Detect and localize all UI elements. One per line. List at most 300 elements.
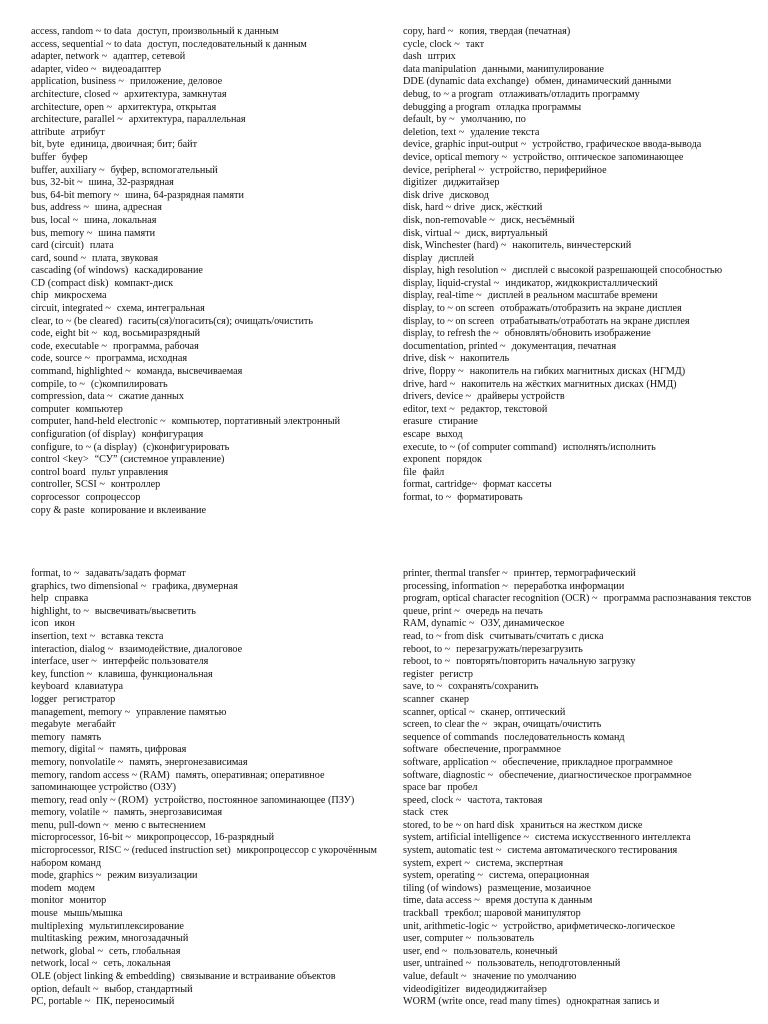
entry-term: code, eight bit ~ <box>31 328 98 340</box>
entry-term: format, to ~ <box>31 568 80 579</box>
entry-translation: плата <box>89 240 114 252</box>
entry-translation: сеть, локальная <box>103 958 171 970</box>
entry-term: menu, pull-down ~ <box>31 819 109 831</box>
entry-term: debug, to ~ a program <box>403 88 494 100</box>
entry-term: system, operating ~ <box>403 870 483 882</box>
entry-term: access, sequential ~ to data <box>31 38 142 50</box>
entry-term: memory, volatile ~ <box>31 807 108 819</box>
glossary-entry <box>31 870 381 883</box>
glossary-entry <box>403 719 763 732</box>
glossary-entry <box>403 190 763 203</box>
glossary-entry <box>31 353 381 366</box>
entry-translation: регистр <box>439 668 474 680</box>
entry-translation: накопитель на гибких магнитных дисках (НГМД) <box>469 366 686 378</box>
glossary-entry <box>31 933 381 946</box>
glossary-entry <box>403 76 763 89</box>
entry-term: disk, Winchester (hard) ~ <box>403 240 507 252</box>
entry-term: PC, portable ~ <box>31 996 90 1008</box>
entry-translation: дисковод <box>449 189 489 201</box>
entry-translation: дисплей в реальном масштабе времени <box>487 290 658 302</box>
entry-translation: диск, жёсткий <box>480 202 543 214</box>
entry-translation: шина, адресная <box>94 202 162 214</box>
glossary-entry <box>403 253 763 266</box>
entry-term: insertion, text ~ <box>31 630 96 642</box>
entry-term: keyboard <box>31 681 69 693</box>
entry-term: documentation, printed ~ <box>403 340 506 352</box>
glossary-entry <box>31 190 381 203</box>
entry-translation: время доступа к данным <box>485 895 593 907</box>
entry-translation: ПК, переносимый <box>96 996 175 1008</box>
entry-term: processing, information ~ <box>403 580 508 592</box>
entry-translation: последовательность команд <box>504 731 625 743</box>
entry-term: user, computer ~ <box>403 933 472 945</box>
glossary-entry <box>403 568 763 581</box>
glossary-column-bottom-left <box>31 568 381 1009</box>
entry-term: highlight, to ~ <box>31 605 89 617</box>
entry-translation: обеспечение, диагностическое программное <box>499 769 692 781</box>
entry-translation: очередь на печать <box>465 605 543 617</box>
entry-term: control <key> <box>31 454 89 466</box>
glossary-entry <box>403 278 763 291</box>
glossary-entry <box>403 820 763 833</box>
glossary-entry <box>31 908 381 921</box>
entry-translation: режим, многозадачный <box>87 933 189 945</box>
entry-term: disk, virtual ~ <box>403 227 460 239</box>
entry-translation: диджитайзер <box>442 177 500 189</box>
entry-term: drive, floppy ~ <box>403 366 464 378</box>
entry-term: exponent <box>403 454 441 466</box>
glossary-entry <box>403 177 763 190</box>
glossary-entry <box>31 127 381 140</box>
entry-translation: сканер, оптический <box>480 706 566 718</box>
entry-term: register <box>403 668 434 680</box>
glossary-entry <box>403 202 763 215</box>
entry-term: drive, hard ~ <box>403 378 456 390</box>
glossary-entry <box>403 114 763 127</box>
entry-term: architecture, parallel ~ <box>31 114 123 126</box>
entry-translation: умолчанию, по <box>460 114 526 126</box>
glossary-entry <box>31 429 381 442</box>
glossary-entry <box>403 442 763 455</box>
entry-translation: исполнять/исполнить <box>562 441 656 453</box>
glossary-entry <box>31 883 381 896</box>
glossary-entry <box>403 341 763 354</box>
entry-term: interface, user ~ <box>31 656 97 668</box>
entry-term: format, cartridge~ <box>403 479 477 491</box>
glossary-entry <box>403 795 763 808</box>
glossary-entry <box>403 379 763 392</box>
glossary-entry <box>31 240 381 253</box>
entry-translation: устройство, арифметическо-логическое <box>503 920 676 932</box>
entry-translation: икон <box>54 618 75 630</box>
entry-term: speed, clock ~ <box>403 794 462 806</box>
glossary-entry <box>403 416 763 429</box>
entry-term: display, liquid-crystal ~ <box>403 277 500 289</box>
entry-translation: программа, рабочая <box>112 340 199 352</box>
entry-translation: архитектура, открытая <box>118 101 217 113</box>
entry-term: device, peripheral ~ <box>403 164 485 176</box>
entry-translation: однократная запись и <box>566 996 660 1008</box>
entry-term: command, highlighted ~ <box>31 366 131 378</box>
entry-term: unit, arithmetic-logic ~ <box>403 920 498 932</box>
glossary-entry <box>31 895 381 908</box>
entry-term: time, data access ~ <box>403 895 480 907</box>
entry-term: control board <box>31 466 86 478</box>
entry-term: buffer, auxiliary ~ <box>31 164 105 176</box>
entry-translation: гасить(ся)/погасить(ся); очищать/очистить <box>128 315 314 327</box>
entry-term: display, real-time ~ <box>403 290 482 302</box>
entry-translation: контроллер <box>110 479 161 491</box>
glossary-entry <box>31 795 381 808</box>
entry-term: configuration (of display) <box>31 429 136 440</box>
entry-term: dash <box>403 51 422 63</box>
entry-translation: пользователь, неподготовленный <box>477 958 621 970</box>
entry-term: escape <box>403 429 431 440</box>
entry-translation: компьютер <box>75 403 123 415</box>
entry-term: DDE (dynamic data exchange) <box>403 76 529 88</box>
glossary-entry <box>403 290 763 303</box>
entry-translation: дисплей <box>438 252 475 264</box>
entry-translation: обновлять/обновить изображение <box>504 328 651 340</box>
entry-translation: порядок <box>446 454 482 466</box>
glossary-entry <box>31 631 381 644</box>
entry-term: architecture, closed ~ <box>31 88 119 100</box>
entry-translation: мышь/мышка <box>63 908 123 920</box>
entry-term: CD (compact disk) <box>31 277 109 289</box>
entry-term: interaction, dialog ~ <box>31 643 114 655</box>
glossary-entry <box>31 757 381 770</box>
entry-translation: интерфейс пользователя <box>102 656 209 668</box>
entry-term: queue, print ~ <box>403 605 460 617</box>
entry-term: device, optical memory ~ <box>403 151 507 163</box>
entry-term: access, random ~ to data <box>31 26 132 37</box>
glossary-entry <box>403 606 763 619</box>
entry-translation: доступ, последовательный к данным <box>147 38 307 50</box>
entry-translation: программа, исходная <box>95 353 188 365</box>
entry-term: memory, nonvolatile ~ <box>31 756 124 768</box>
glossary-entry <box>403 984 763 997</box>
entry-translation: частота, тактовая <box>467 794 543 806</box>
entry-translation: буфер <box>61 151 88 163</box>
entry-term: disk, hard ~ drive <box>403 202 475 214</box>
glossary-entry <box>31 820 381 833</box>
glossary-entry <box>31 996 381 1009</box>
entry-term: memory, random access ~ (RAM) <box>31 769 170 781</box>
entry-translation: редактор, текстовой <box>460 403 548 415</box>
glossary-entry <box>403 631 763 644</box>
entry-term: drivers, device ~ <box>403 391 472 403</box>
entry-translation: система, операционная <box>488 870 590 882</box>
entry-translation: каскадирование <box>134 265 203 277</box>
entry-term: copy & paste <box>31 504 85 516</box>
entry-term: bus, memory ~ <box>31 227 93 239</box>
entry-term: erasure <box>403 416 433 428</box>
entry-translation: меню с вытеснением <box>114 819 206 831</box>
entry-translation: приложение, деловое <box>129 76 223 88</box>
glossary-entry <box>31 479 381 492</box>
glossary-entry <box>403 694 763 707</box>
glossary-entry <box>31 681 381 694</box>
entry-term: option, default ~ <box>31 983 99 995</box>
entry-term: memory, read only ~ (ROM) <box>31 794 149 806</box>
glossary-entry <box>31 732 381 745</box>
entry-translation: устройство, постоянное запоминающее (ПЗУ) <box>154 794 355 806</box>
entry-translation: система, экспертная <box>475 857 564 869</box>
entry-term: reboot, to ~ <box>403 643 451 655</box>
glossary-entry <box>403 64 763 77</box>
entry-translation: размещение, мозаичное <box>487 882 591 894</box>
glossary-entry <box>403 971 763 984</box>
entry-translation: атрибут <box>70 126 105 138</box>
entry-translation: схема, интегральная <box>116 303 205 315</box>
entry-translation: монитор <box>69 895 107 907</box>
glossary-entry <box>31 807 381 820</box>
entry-translation: трекбол; шаровой манипулятор <box>444 908 581 920</box>
glossary-entry <box>31 707 381 720</box>
glossary-entry <box>31 303 381 316</box>
glossary-entry <box>31 492 381 505</box>
entry-translation: выбор, стандартный <box>104 983 193 995</box>
entry-term: bus, 64-bit memory ~ <box>31 189 120 201</box>
entry-term: screen, to clear the ~ <box>403 719 488 731</box>
glossary-entry <box>403 39 763 52</box>
glossary-entry <box>31 669 381 682</box>
entry-translation: выход <box>436 429 463 440</box>
entry-term: coprocessor <box>31 491 80 503</box>
entry-translation: конфигурация <box>141 429 204 440</box>
entry-term: clear, to ~ (be cleared) <box>31 315 123 327</box>
glossary-entry <box>403 89 763 102</box>
entry-term: format, to ~ <box>403 491 452 503</box>
glossary-entry <box>31 454 381 467</box>
glossary-entry <box>403 958 763 971</box>
entry-term: card (circuit) <box>31 240 84 252</box>
glossary-entry <box>31 416 381 429</box>
entry-term: icon <box>31 618 49 630</box>
entry-term: read, to ~ from disk <box>403 630 484 642</box>
entry-translation: “СУ” (системное управление) <box>94 454 225 466</box>
entry-term: memory, digital ~ <box>31 744 104 756</box>
entry-term: cascading (of windows) <box>31 265 129 277</box>
glossary-entry <box>31 114 381 127</box>
glossary-entry <box>31 568 381 581</box>
entry-translation: память, энергозависимая <box>114 807 223 819</box>
entry-term: mode, graphics ~ <box>31 870 102 882</box>
glossary-entry <box>31 64 381 77</box>
glossary-entry <box>31 971 381 984</box>
entry-translation: экран, очищать/очистить <box>493 719 602 731</box>
entry-translation: код, восьмиразрядный <box>103 328 201 340</box>
glossary-entry <box>403 215 763 228</box>
glossary-entry <box>403 316 763 329</box>
entry-translation: микропроцессор, 16-разрядный <box>136 832 275 844</box>
entry-term: stack <box>403 807 424 819</box>
glossary-entry <box>31 215 381 228</box>
entry-term: buffer <box>31 151 56 163</box>
glossary-entry <box>31 606 381 619</box>
glossary-entry <box>31 290 381 303</box>
glossary-entry <box>31 656 381 669</box>
entry-term: user, untrained ~ <box>403 958 472 970</box>
glossary-entry <box>403 240 763 253</box>
glossary-entry <box>31 265 381 278</box>
entry-term: scanner <box>403 693 435 705</box>
entry-translation: вставка текста <box>101 630 164 642</box>
glossary-entry <box>403 404 763 417</box>
glossary-entry <box>403 933 763 946</box>
entry-term: digitizer <box>403 177 437 189</box>
entry-translation: сеть, глобальная <box>109 945 181 957</box>
entry-term: trackball <box>403 908 439 920</box>
entry-translation: штрих <box>427 51 456 63</box>
glossary-entry <box>403 946 763 959</box>
glossary-entry <box>31 278 381 291</box>
entry-translation: индикатор, жидкокристаллический <box>505 277 658 289</box>
entry-translation: файл <box>422 466 445 478</box>
entry-term: monitor <box>31 895 64 907</box>
entry-translation: переработка информации <box>513 580 625 592</box>
glossary-entry <box>31 26 381 39</box>
entry-translation: высвечивать/высветить <box>94 605 196 617</box>
glossary-entry <box>403 757 763 770</box>
entry-translation: взаимодействие, диалоговое <box>119 643 243 655</box>
entry-translation: задавать/задать формат <box>85 568 186 579</box>
glossary-entry <box>31 694 381 707</box>
entry-translation: микросхема <box>54 290 107 302</box>
entry-translation: компьютер, портативный электронный <box>171 416 341 428</box>
glossary-entry <box>403 366 763 379</box>
glossary-entry <box>31 379 381 392</box>
glossary-entry <box>403 669 763 682</box>
glossary-entry <box>31 719 381 732</box>
entry-term: system, artificial intelligence ~ <box>403 832 530 844</box>
entry-translation: архитектура, параллельная <box>128 114 246 126</box>
glossary-entry <box>31 442 381 455</box>
entry-translation: шина, 64-разрядная памяти <box>125 189 244 201</box>
glossary-entry <box>31 505 381 518</box>
entry-term: configure, to ~ (a display) <box>31 441 137 453</box>
glossary-entry <box>403 228 763 241</box>
glossary-entry <box>403 593 763 606</box>
entry-term: reboot, to ~ <box>403 656 451 668</box>
entry-translation: диск, виртуальный <box>465 227 548 239</box>
glossary-entry <box>403 895 763 908</box>
entry-translation: удаление текста <box>470 126 540 138</box>
entry-translation: драйверы устройств <box>477 391 565 403</box>
entry-translation: шина памяти <box>98 227 156 239</box>
glossary-entry <box>403 492 763 505</box>
glossary-entry <box>31 89 381 102</box>
entry-translation: связывание и встраивание объектов <box>180 971 336 982</box>
entry-term: adapter, network ~ <box>31 51 108 63</box>
entry-term: videodigitizer <box>403 983 460 995</box>
glossary-entry <box>31 152 381 165</box>
entry-term: file <box>403 466 417 478</box>
entry-term: disk drive <box>403 189 444 201</box>
entry-translation: диск, несъёмный <box>500 214 575 226</box>
entry-translation: память, цифровая <box>109 744 187 756</box>
entry-term: software <box>403 744 439 756</box>
entry-translation: шина, 32-разрядная <box>88 177 174 189</box>
glossary-entry <box>403 770 763 783</box>
glossary-entry <box>31 845 381 870</box>
entry-term: network, local ~ <box>31 958 98 970</box>
entry-translation: команда, высвечиваемая <box>136 366 243 378</box>
glossary-entry <box>403 908 763 921</box>
entry-translation: копирование и вклеивание <box>90 504 206 516</box>
entry-translation: адаптер, сетевой <box>113 51 186 63</box>
glossary-entry <box>31 593 381 606</box>
glossary-column-bottom-right <box>403 568 763 1009</box>
glossary-entry <box>403 467 763 480</box>
entry-term: display, to refresh the ~ <box>403 328 499 340</box>
entry-term: sequence of commands <box>403 731 499 743</box>
entry-term: bus, local ~ <box>31 214 79 226</box>
glossary-entry <box>31 341 381 354</box>
glossary-column-top-right <box>403 26 763 505</box>
entry-translation: сохранять/сохранить <box>448 681 539 693</box>
entry-term: display <box>403 252 433 264</box>
entry-translation: доступ, произвольный к данным <box>137 26 279 37</box>
entry-translation: память, энергонезависимая <box>129 756 248 768</box>
glossary-entry <box>31 139 381 152</box>
glossary-entry <box>31 581 381 594</box>
glossary-entry <box>403 152 763 165</box>
entry-translation: устройство, оптическое запоминающее <box>512 151 684 163</box>
entry-translation: программа распознавания текстов <box>603 593 752 605</box>
entry-term: data manipulation <box>403 63 477 75</box>
entry-translation: отображать/отобразить на экране дисплея <box>500 303 682 315</box>
entry-term: editor, text ~ <box>403 403 455 415</box>
glossary-entry <box>403 303 763 316</box>
glossary-entry <box>31 228 381 241</box>
entry-translation: форматировать <box>457 491 523 503</box>
entry-term: tiling (of windows) <box>403 882 482 894</box>
glossary-entry <box>403 618 763 631</box>
entry-translation: обмен, динамический данными <box>534 76 672 88</box>
glossary-entry <box>31 366 381 379</box>
entry-term: computer <box>31 403 70 415</box>
glossary-entry <box>31 404 381 417</box>
glossary-entry <box>31 744 381 757</box>
glossary-entry <box>31 921 381 934</box>
entry-translation: плата, звуковая <box>92 252 159 264</box>
entry-translation: клавиатура <box>74 681 124 693</box>
entry-term: logger <box>31 693 58 705</box>
entry-translation: копия, твердая (печатная) <box>459 26 571 37</box>
glossary-entry <box>403 644 763 657</box>
glossary-entry <box>31 177 381 190</box>
entry-term: program, optical character recognition (OCR) ~ <box>403 593 598 605</box>
entry-term: attribute <box>31 126 65 138</box>
entry-translation: сопроцессор <box>85 491 141 503</box>
entry-translation: сканер <box>440 693 470 705</box>
entry-translation: мультиплексирование <box>89 920 184 932</box>
entry-term: computer, hand-held electronic ~ <box>31 416 166 428</box>
glossary-entry <box>31 467 381 480</box>
entry-term: application, business ~ <box>31 76 124 88</box>
entry-translation: пользователь, конечный <box>453 945 558 957</box>
glossary-entry <box>403 707 763 720</box>
glossary-entry <box>31 316 381 329</box>
glossary-entry <box>403 51 763 64</box>
entry-translation: обеспечение, программное <box>444 744 561 756</box>
glossary-entry <box>403 328 763 341</box>
entry-term: multiplexing <box>31 920 84 932</box>
entry-translation: справка <box>54 593 89 605</box>
glossary-entry <box>403 807 763 820</box>
glossary-entry <box>31 39 381 52</box>
